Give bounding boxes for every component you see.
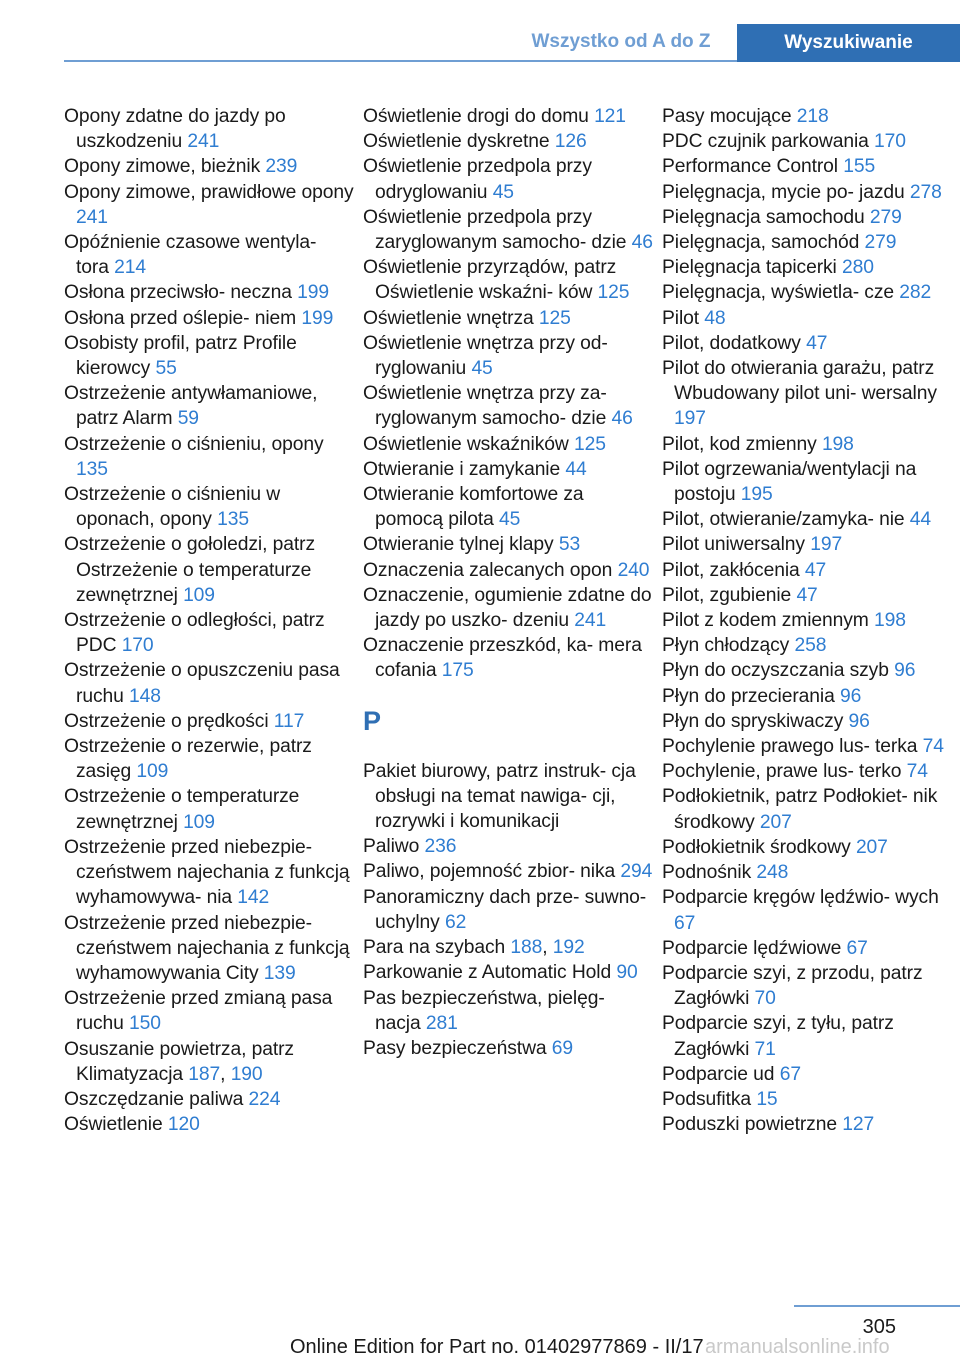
index-entry xyxy=(662,936,952,961)
page-link[interactable]: 279 xyxy=(869,206,902,228)
entry-term: Ostrzeżenie o opuszczeniu pasa ruchu xyxy=(64,660,340,707)
index-entry xyxy=(363,255,653,305)
entry-term: Oznaczenie, ogumienie zdatne do jazdy po uszko‐ dzeniu xyxy=(363,584,652,632)
index-entry xyxy=(662,633,952,658)
page-link[interactable]: 62 xyxy=(444,911,467,933)
page-link[interactable]: 109 xyxy=(183,584,215,606)
index-entry xyxy=(64,734,354,784)
entry-term: Oświetlenie drogi do domu xyxy=(363,106,589,127)
index-entry xyxy=(64,104,354,154)
index-entry xyxy=(662,457,952,507)
entry-term: Pielęgnacja, wyświetla‐ cze xyxy=(662,282,894,304)
index-entry xyxy=(363,154,653,204)
page-link[interactable]: 48 xyxy=(704,307,726,329)
page-link[interactable]: 96 xyxy=(848,710,870,732)
entry-term: Pilot, otwieranie/zamyka‐ nie xyxy=(662,509,905,531)
index-entry xyxy=(662,331,952,356)
page-link[interactable]: 127 xyxy=(842,1114,875,1136)
entry-term: Opony zimowe, bieżnik xyxy=(64,156,261,178)
page-link[interactable]: 236 xyxy=(424,836,457,858)
index-entry xyxy=(363,960,653,985)
index-entry xyxy=(363,759,653,835)
index-entry xyxy=(662,129,952,154)
entry-term: Ostrzeżenie o rezerwie, patrz zasięg xyxy=(64,736,312,783)
page-link[interactable]: 199 xyxy=(301,307,334,329)
index-entry xyxy=(662,432,952,457)
entry-term: Oświetlenie wnętrza przy za‐ ryglowanym samocho‐ dzie xyxy=(363,383,607,430)
page-link[interactable]: 207 xyxy=(759,811,792,833)
index-entry xyxy=(662,306,952,331)
page-link[interactable]: 218 xyxy=(796,106,829,127)
entry-term: Opony zimowe, prawidłowe opony xyxy=(64,181,354,203)
index-entry xyxy=(64,432,354,482)
entry-term: Pilot ogrzewania/wentylacji na postoju xyxy=(662,458,917,506)
page-link[interactable]: 188 xyxy=(510,937,543,959)
page-link[interactable]: 197 xyxy=(810,534,843,556)
index-entry xyxy=(64,784,354,834)
page-link[interactable]: 135 xyxy=(76,458,108,480)
entry-term: Podparcie lędźwiowe xyxy=(662,937,842,959)
page-link[interactable]: 47 xyxy=(804,559,827,581)
index-entry: Osuszanie powietrza, patrz Klimatyzacja 187, 190 xyxy=(64,1038,294,1085)
page-link[interactable]: 47 xyxy=(806,332,828,354)
index-column-2 xyxy=(363,104,653,1061)
page-link[interactable]: 135 xyxy=(217,509,249,531)
page-link[interactable]: 67 xyxy=(779,1063,801,1085)
entry-term: Podnośnik xyxy=(662,862,752,884)
entry-term: Podparcie kręgów lędźwio‐ wych xyxy=(662,887,939,909)
footer-rule xyxy=(794,1305,960,1307)
page-link[interactable]: 15 xyxy=(756,1088,778,1110)
index-entry xyxy=(662,558,952,583)
index-entry xyxy=(363,104,653,129)
tab-search[interactable]: Wyszukiwanie xyxy=(737,24,960,62)
index-entry xyxy=(363,331,653,381)
index-entry xyxy=(64,1112,354,1137)
index-entry xyxy=(363,558,653,583)
index-entry xyxy=(363,986,653,1036)
entry-term: Pochylenie prawego lus‐ terka xyxy=(662,736,918,758)
entry-term: Osobisty profil, patrz Profile kierowcy xyxy=(64,332,297,380)
page-link[interactable]: 190 xyxy=(230,1063,263,1085)
page-link[interactable]: 120 xyxy=(167,1114,200,1136)
entry-term: Pielęgnacja, mycie po‐ jazdu xyxy=(662,181,905,203)
entry-term: Podparcie szyi, z przodu, patrz Zagłówki xyxy=(662,962,923,1010)
page-link[interactable]: 150 xyxy=(129,1013,161,1035)
index-entry: Para na szybach 188, 192 xyxy=(363,937,585,959)
index-entry xyxy=(64,230,354,280)
entry-term: Poduszki powietrzne xyxy=(662,1114,837,1136)
page-link[interactable]: 198 xyxy=(821,433,854,455)
page-link[interactable]: 96 xyxy=(839,685,862,707)
page-number: 305 xyxy=(862,1316,896,1338)
page-link[interactable]: 170 xyxy=(121,635,154,657)
index-entry xyxy=(363,1036,653,1061)
page-link[interactable]: 241 xyxy=(76,206,108,228)
page-link[interactable]: 55 xyxy=(155,358,177,380)
entry-term: Para na szybach xyxy=(363,937,506,959)
index-entry xyxy=(662,658,952,683)
page-link[interactable]: 125 xyxy=(573,433,606,455)
entry-term: Pochylenie, prawe lus‐ terko xyxy=(662,761,902,783)
index-entry xyxy=(363,306,653,331)
index-entry xyxy=(662,784,952,834)
entry-term: Podłokietnik środkowy xyxy=(662,836,851,858)
index-entry xyxy=(662,154,952,179)
page-link[interactable]: 170 xyxy=(874,131,906,153)
index-entry xyxy=(662,255,952,280)
entry-term: Ostrzeżenie o gołoledzi, patrz Ostrzeżenie o temperaturze zewnętrznej xyxy=(64,534,315,606)
index-entry xyxy=(363,129,653,154)
index-entry xyxy=(363,834,653,859)
index-entry xyxy=(662,1087,952,1112)
entry-term: Oświetlenie wnętrza xyxy=(363,307,534,329)
page-link[interactable]: 281 xyxy=(425,1012,458,1034)
index-entry xyxy=(662,1062,952,1087)
page-link[interactable]: 45 xyxy=(492,181,514,203)
index-entry xyxy=(662,684,952,709)
page-link[interactable]: 109 xyxy=(183,811,215,833)
entry-term: Pielęgnacja, samochód xyxy=(662,232,860,254)
entry-term: Osłona przeciwsło‐ neczna xyxy=(64,282,292,304)
index-entry xyxy=(662,104,952,129)
index-entry xyxy=(662,1011,952,1061)
index-entry xyxy=(662,507,952,532)
page-link[interactable]: 148 xyxy=(129,685,161,707)
page-link[interactable]: 74 xyxy=(922,736,944,758)
page-link[interactable]: 279 xyxy=(864,232,897,254)
page-link[interactable]: 175 xyxy=(441,660,474,682)
entry-term: Oświetlenie wskaźników xyxy=(363,433,569,455)
page-link[interactable]: 239 xyxy=(265,156,298,178)
page-link[interactable]: 126 xyxy=(554,131,587,153)
page-link[interactable]: 240 xyxy=(617,559,650,581)
entry-term: Oświetlenie dyskretne xyxy=(363,131,550,153)
page-link[interactable]: 241 xyxy=(187,131,220,153)
page-link[interactable]: 258 xyxy=(794,635,827,657)
page-link[interactable]: 67 xyxy=(674,912,696,934)
index-entry xyxy=(662,1112,952,1137)
entry-term: Płyn do przecierania xyxy=(662,685,835,707)
entry-term: Ostrzeżenie przed niebezpie‐ czeństwem najechania z funkcją wyhamowywa‐ nia xyxy=(64,836,350,909)
entry-term: Płyn do oczyszczania szyb xyxy=(662,660,889,682)
entry-term: Ostrzeżenie o ciśnieniu, opony xyxy=(64,433,324,455)
entry-term: Pielęgnacja samochodu xyxy=(662,206,865,228)
index-entry xyxy=(662,608,952,633)
entry-term: Oświetlenie przedpola przy zaryglowanym samocho‐ dzie xyxy=(363,206,627,254)
entry-term: Ostrzeżenie o ciśnieniu w oponach, opony xyxy=(64,484,281,531)
index-entry xyxy=(64,1087,354,1112)
page-link[interactable]: 197 xyxy=(674,408,706,430)
entry-term: Oświetlenie xyxy=(64,1114,163,1136)
section-letter: P xyxy=(363,705,382,736)
index-entry xyxy=(64,608,354,658)
entry-term: Osłona przed oślepie‐ niem xyxy=(64,307,297,329)
entry-term: Podparcie szyi, z tyłu, patrz Zagłówki xyxy=(662,1013,894,1060)
page-link[interactable]: 139 xyxy=(263,962,296,984)
page-link[interactable]: 282 xyxy=(899,282,932,304)
entry-term: Pakiet biurowy, patrz instruk‐ cja obsługi na temat nawiga‐ cji, rozrywki i komunikacji xyxy=(363,760,636,833)
index-entry xyxy=(64,280,354,305)
index-entry xyxy=(64,986,354,1036)
index-entry xyxy=(363,381,653,431)
entry-term: Ostrzeżenie o prędkości xyxy=(64,710,269,732)
page-link[interactable]: 187 xyxy=(188,1063,221,1085)
index-entry xyxy=(363,583,653,633)
page-link[interactable]: 44 xyxy=(565,458,587,480)
page-link[interactable]: 294 xyxy=(620,861,653,883)
page-link[interactable]: 195 xyxy=(740,484,773,506)
page-link[interactable]: 71 xyxy=(754,1038,776,1060)
index-entry xyxy=(662,280,952,305)
index-entry xyxy=(64,381,354,431)
page-link[interactable]: 59 xyxy=(177,408,199,430)
entry-term: Oznaczenia zalecanych opon xyxy=(363,559,613,581)
index-entry xyxy=(662,230,952,255)
page-link[interactable]: 198 xyxy=(874,610,906,632)
index-entry xyxy=(662,356,952,432)
entry-term: Pilot, dodatkowy xyxy=(662,332,801,354)
page-link[interactable]: 125 xyxy=(597,282,630,304)
index-entry xyxy=(363,432,653,457)
page-link[interactable]: 117 xyxy=(273,710,305,732)
entry-term: Paliwo xyxy=(363,836,420,858)
entry-term: Pilot xyxy=(662,307,700,329)
page-link[interactable]: 53 xyxy=(558,534,581,556)
entry-term: Otwieranie tylnej klapy xyxy=(363,534,554,556)
page-link[interactable]: 96 xyxy=(894,660,916,682)
page-link[interactable]: 70 xyxy=(754,988,776,1010)
page-link[interactable]: 125 xyxy=(538,307,571,329)
page-link[interactable]: 46 xyxy=(631,232,653,254)
index-entry xyxy=(64,658,354,708)
entry-term: Ostrzeżenie antywłamaniowe, patrz Alarm xyxy=(64,383,318,430)
page-link[interactable]: 109 xyxy=(136,761,169,783)
entry-term: Ostrzeżenie o odległości, patrz PDC xyxy=(64,610,325,657)
index-entry xyxy=(363,532,653,557)
entry-term: Paliwo, pojemność zbior‐ nika xyxy=(363,861,616,883)
index-entry xyxy=(662,759,952,784)
entry-term: Podłokietnik, patrz Podłokiet‐ nik środkowy xyxy=(662,786,938,833)
index-entry xyxy=(363,885,653,935)
entry-term: Pas bezpieczeństwa, pielęg‐ nacja xyxy=(363,987,605,1034)
index-entry xyxy=(64,911,354,987)
entry-term: Pilot, zakłócenia xyxy=(662,559,800,581)
entry-term: Pilot z kodem zmiennym xyxy=(662,610,869,632)
page-link[interactable]: 45 xyxy=(499,509,521,531)
entry-term: Oświetlenie przedpola przy odryglowaniu xyxy=(363,156,592,203)
entry-term: Otwieranie i zamykanie xyxy=(363,458,561,480)
entry-term: Pilot do otwierania garażu, patrz Wbudowany pilot uni‐ wersalny xyxy=(662,358,937,405)
entry-term: Ostrzeżenie o temperaturze zewnętrznej xyxy=(64,786,300,833)
page-link[interactable]: 192 xyxy=(552,937,585,959)
entry-term: Pasy mocujące xyxy=(662,106,792,127)
page-link[interactable]: 44 xyxy=(909,509,932,531)
entry-term: Performance Control xyxy=(662,156,838,178)
page-link[interactable]: 142 xyxy=(237,887,270,909)
page-link[interactable]: 280 xyxy=(842,257,874,279)
tab-section-a-to-z[interactable]: Wszystko od A do Z xyxy=(505,24,737,60)
index-entry xyxy=(64,154,354,179)
entry-term: Pilot, kod zmienny xyxy=(662,433,817,455)
index-entry xyxy=(662,583,952,608)
page-link[interactable]: 278 xyxy=(909,181,942,203)
index-entry xyxy=(662,709,952,734)
index-entry xyxy=(662,835,952,860)
page-link[interactable]: 45 xyxy=(471,358,493,380)
entry-term: Ostrzeżenie przed zmianą pasa ruchu xyxy=(64,988,333,1035)
entry-term: Oświetlenie wnętrza przy od‐ ryglowaniu xyxy=(363,332,608,380)
entry-term: PDC czujnik parkowania xyxy=(662,131,869,153)
index-entry xyxy=(662,961,952,1011)
entry-term: Podsufitka xyxy=(662,1088,752,1110)
index-entry xyxy=(662,734,952,759)
page-link[interactable]: 121 xyxy=(594,106,626,127)
index-entry xyxy=(64,482,354,532)
index-entry xyxy=(662,532,952,557)
entry-term: Opony zdatne do jazdy po uszkodzeniu xyxy=(64,106,286,153)
index-entry xyxy=(64,331,354,381)
page-link[interactable]: 46 xyxy=(611,408,633,430)
entry-term: Opóźnienie czasowe wentyla‐ tora xyxy=(64,232,317,279)
index-entry xyxy=(363,457,653,482)
index-column-1 xyxy=(64,104,354,1137)
index-entry xyxy=(363,633,653,683)
entry-term: Oszczędzanie paliwa xyxy=(64,1088,244,1110)
index-entry xyxy=(64,532,354,608)
index-column-3 xyxy=(662,104,952,1137)
page-link[interactable]: 248 xyxy=(756,862,789,884)
page-link[interactable]: 90 xyxy=(616,962,638,984)
index-entry xyxy=(662,885,952,935)
entry-term: Pasy bezpieczeństwa xyxy=(363,1037,547,1059)
entry-term: Pilot uniwersalny xyxy=(662,534,805,556)
page-link[interactable]: 47 xyxy=(796,584,818,606)
entry-term: Podparcie ud xyxy=(662,1063,775,1085)
page-link[interactable]: 224 xyxy=(248,1088,281,1110)
entry-term: Osuszanie powietrza, patrz Klimatyzacja xyxy=(64,1038,294,1085)
entry-term: Pielęgnacja tapicerki xyxy=(662,257,837,279)
entry-term: Otwieranie komfortowe za pomocą pilota xyxy=(363,484,584,531)
entry-term: Parkowanie z Automatic Hold xyxy=(363,962,612,984)
index-entry xyxy=(363,205,653,255)
index-entry xyxy=(363,482,653,532)
edition-footer: Online Edition for Part no. 01402977869 - II/17 xyxy=(290,1336,704,1358)
entry-term: Panoramiczny dach prze‐ suwno-uchylny xyxy=(363,886,647,933)
entry-term: Oświetlenie przyrządów, patrz Oświetlenie wskaźni‐ ków xyxy=(363,257,617,304)
entry-term: Płyn do spryskiwaczy xyxy=(662,710,844,732)
page-link[interactable]: 69 xyxy=(551,1037,574,1059)
entry-term: Ostrzeżenie przed niebezpie‐ czeństwem najechania z funkcją wyhamowywania City xyxy=(64,912,350,984)
entry-term: Oznaczenie przeszkód, ka‐ mera cofania xyxy=(363,635,642,682)
page-link[interactable]: 241 xyxy=(574,610,607,632)
page-link[interactable]: 199 xyxy=(297,282,330,304)
index-entry xyxy=(662,180,952,205)
index-entry xyxy=(64,306,354,331)
page-link[interactable]: 207 xyxy=(855,836,888,858)
page-link[interactable]: 155 xyxy=(843,156,876,178)
index-entry xyxy=(64,835,354,911)
entry-term: Płyn chłodzący xyxy=(662,635,790,657)
watermark: armanualsonline.info xyxy=(705,1336,890,1358)
page-link[interactable]: 74 xyxy=(906,761,928,783)
index-entry xyxy=(64,180,354,230)
index-entry xyxy=(662,860,952,885)
index-entry xyxy=(662,205,952,230)
page-link[interactable]: 214 xyxy=(114,257,146,279)
page-link[interactable]: 67 xyxy=(846,937,868,959)
index-entry xyxy=(64,709,354,734)
entry-term: Pilot, zgubienie xyxy=(662,584,792,606)
index-entry xyxy=(363,859,653,884)
